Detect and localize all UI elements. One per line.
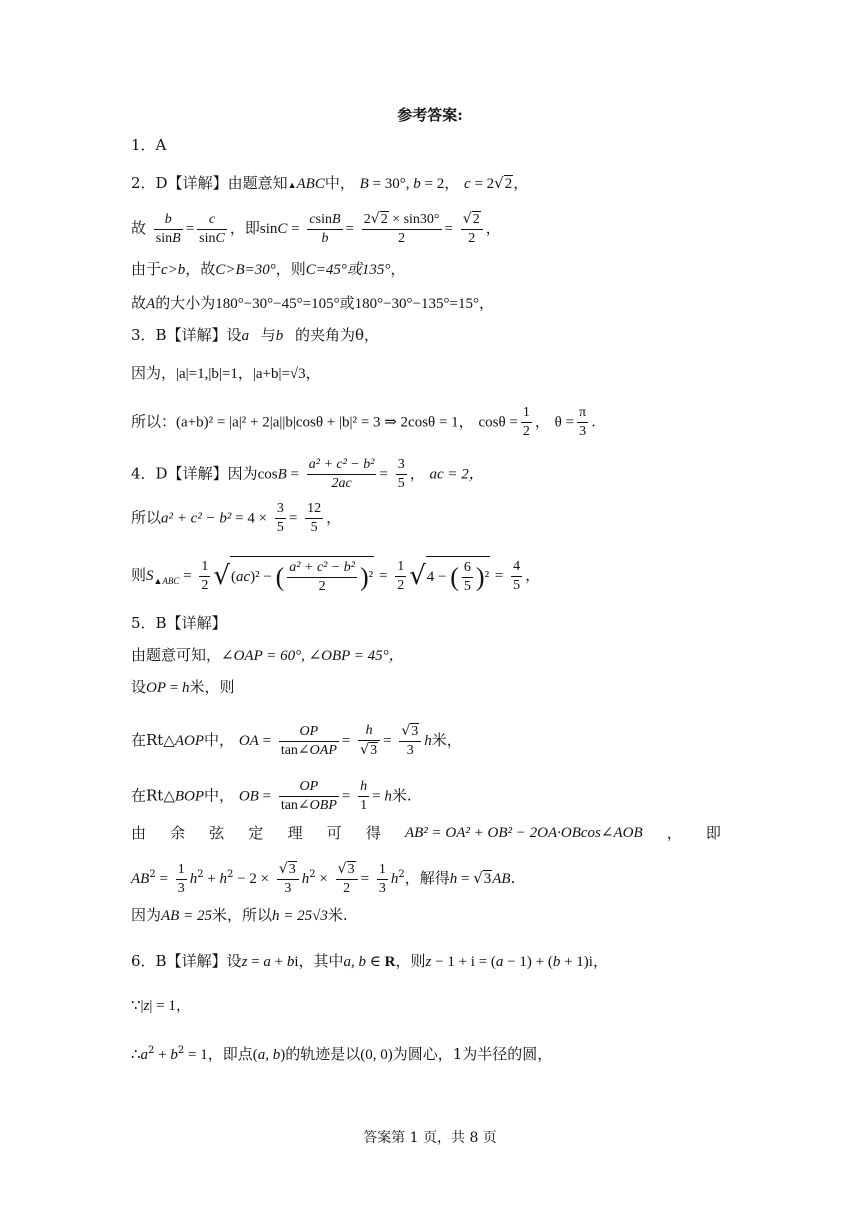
law-char-4: 定: [248, 824, 264, 842]
fraction-1-3a: $\frac{1}{3}$: [177, 861, 185, 896]
because-label: 因为，: [131, 364, 177, 382]
fraction-half-b: $\frac{1}{2}$: [397, 558, 405, 593]
fraction-c-sinc: $\frac{c}{\sin C}$: [199, 211, 225, 246]
fraction-value: $\frac{2√2 \times \sin 30^\circ}{2}$: [363, 211, 440, 246]
answer-2-line-2: 故 $\frac{b}{\sin B}$ = $\frac{c}{\sin C}$ ，即sinC = $\frac{csinB}{b}$ = $\frac{2√2 \times \sin 30^\circ}{2}$ = $\frac{√2}{2}$ ，: [131, 211, 501, 246]
answer-6-line-3: $\therefore a^2 + b^2 = 1$，即点(a, b)的轨迹是以(0, 0)为圆心，1为半径的圆，: [131, 1045, 553, 1063]
gu-label: 故: [131, 219, 147, 237]
answer-5-line-6: $AB^2$ = $\frac{1}{3}$ $h^2 + h^2 - 2$ × $\frac{√3}{3}$ $h^2$ × $\frac{√3}{2}$ = $\frac{1}{3}$ $h^2$，解得h = √3AB.: [131, 861, 516, 896]
fraction-op-tan-oap: $\frac{OP}{\text{tan∠OAP}}$: [280, 723, 337, 758]
since-symbol: ∵: [131, 996, 141, 1014]
end-mid: 的大小为: [155, 294, 216, 312]
fraction-1-3b: $\frac{1}{3}$: [378, 861, 386, 896]
answer-2-line-4: 故A的大小为180°−30°−45°=105°或180°−30°−135°=15°，: [131, 294, 494, 312]
fraction-h-1: $\frac{h}{1}$: [360, 779, 368, 813]
answer-2-line-3: 由于c>b，故C>B=30°，则C=45°或135°，: [131, 260, 406, 278]
given-b: B: [359, 176, 369, 192]
theta-label: θ =: [554, 414, 575, 431]
fraction-pi-3: $\frac{\pi}{3}$: [579, 405, 587, 439]
answer-5-line-1: [131, 644, 404, 667]
because-label-5: 因为: [131, 906, 162, 924]
answer-5-line-7: [131, 904, 348, 927]
law-ji: 即: [705, 824, 721, 842]
rt-label-1: 在Rt△: [131, 731, 175, 749]
answer-5-head: 5．B【详解】: [131, 614, 227, 632]
ji-label: ，即点: [207, 1045, 253, 1063]
fraction-3-5: $\frac{3}{5}$: [397, 457, 405, 491]
answer-3-line-3: 所以：(a+b)² = |a|² + 2|a||b|cosθ + |b|² = 3 ⇒ 2cosθ = 1， cosθ = $\frac{1}{2}$ ， θ = $\frac{\pi}{3}$ .: [131, 405, 596, 439]
mi-1: 米，: [431, 731, 462, 749]
mi-3: 米.: [327, 906, 348, 924]
triangle-bop: BOP: [174, 788, 205, 805]
ze-label-6: ，则: [395, 952, 426, 970]
given-label: 由题意可知，: [131, 646, 222, 664]
page-footer: 答案第 1 页，共 8 页: [363, 1130, 497, 1146]
youyu-label: 由于: [131, 260, 162, 278]
fraction-sqrt3-2: $\frac{√3}{2}$: [336, 860, 358, 898]
answer-4-line-1: 4．D【详解】因为cosB = $\frac{\text{a² + c² − b²}}{2ac}$ = $\frac{3}{5}$ ， ac = 2，: [131, 457, 484, 491]
angle-a-values: 180°−30°−45°=105°或180°−30°−135°=15°: [215, 296, 479, 312]
triangle-aop: AOP: [174, 733, 205, 749]
fraction-op-tan-obp: $\frac{OP}{\text{tan∠OBP}}$: [280, 779, 337, 813]
ab-value: AB = 25: [161, 908, 212, 924]
answer-4-line-3: 则$S_{▲ABC}$ = $\frac{1}{2}$ √(ac)² − ( $\frac{\text{a² + c² − b²}}{2}$ )² = $\frac{1}{2}$ √4 − ( $\frac{6}{5}$ )² = $\frac{4}{5}$ ，: [131, 556, 540, 596]
answer-3-line-1: 3．B【详解】设a⃗与b⃗的夹角为θ，: [131, 326, 379, 344]
fraction-b-sinb: $\frac{b}{\sin B}$: [155, 211, 181, 246]
law-char-3: 弦: [209, 824, 225, 842]
center-label: 为圆心，1为半径的圆，: [392, 1045, 553, 1063]
fraction-result: $\frac{√2}{2}$: [461, 210, 483, 248]
fraction-half-a: $\frac{1}{2}$: [201, 558, 209, 593]
rt-label-2: 在Rt△: [131, 786, 175, 805]
fraction-half: $\frac{1}{2}$: [522, 405, 530, 439]
h-value: h = 25√3: [271, 908, 328, 924]
answer-5-line-4: 在Rt△BOP中， OB = $\frac{OP}{\text{tan∠OBP}}$ = $\frac{h}{1}$ = h米.: [131, 779, 412, 813]
law-char-7: 得: [365, 824, 381, 842]
set-label: 设: [131, 678, 147, 696]
answer-4-head: 4．D【详解】因为: [131, 464, 258, 483]
so-label: 所以：: [131, 412, 177, 431]
answer-3-tail: 的夹角为θ，: [294, 326, 379, 344]
answer-2-line-1: 2．D【详解】由题意知▲ABC中， B = 30°, b = 2， c = 2√2，: [131, 174, 529, 192]
answer-2-head: 2．D【详解】由题意知: [131, 174, 288, 192]
end-lead: 故: [131, 294, 147, 312]
therefore-symbol: ∴: [131, 1045, 141, 1063]
ze-label: ，则: [275, 260, 306, 278]
law-char-5: 理: [287, 824, 303, 842]
fraction-12-5: $\frac{12}{5}$: [307, 501, 322, 535]
solve-label: ，解得: [404, 869, 450, 887]
law-of-cosines: AB² = OA² + OB² − 2OA·OBcos∠AOB: [404, 825, 643, 841]
fraction-csinb-b: $\frac{csinB}{b}$: [309, 211, 341, 246]
answer-3-head: 3．B【详解】设: [131, 326, 242, 344]
law-char-2: 余: [170, 824, 186, 842]
so-label-4: 所以: [131, 508, 162, 527]
fraction-sqrt3-3: $\frac{√3}{3}$: [399, 722, 421, 760]
answer-5-line-2: 设OP = h米，则: [131, 678, 235, 696]
fraction-3-5b: $\frac{3}{5}$: [276, 501, 284, 535]
c-gt-b-angle: C>B=30°: [215, 262, 276, 278]
answer-2-mid: 中，: [324, 174, 355, 192]
vector-conditions: |a|=1,|b|=1，|a+b|=√3，: [176, 366, 321, 382]
and-label: 与: [260, 326, 276, 344]
fraction-4-5: $\frac{4}{5}$: [513, 558, 521, 593]
answer-5-line-3: 在Rt△AOP中， OA = $\frac{OP}{\text{tan∠OAP}}$ = $\frac{h}{√3}$ = $\frac{√3}{3}$ h米，: [131, 723, 462, 758]
c-gt-b: c>b: [161, 262, 186, 278]
answer-5-line-5: [131, 822, 721, 844]
angle-a: A: [146, 296, 156, 312]
ze-label-4: 则: [131, 566, 147, 584]
meter-then: 米，则: [189, 678, 235, 696]
answer-1: 1．A: [131, 136, 167, 154]
answer-4-line-2: 所以a² + c² − b² = 4 × $\frac{3}{5}$ = $\frac{12}{5}$ ，: [131, 501, 342, 535]
so-h-label: 米，所以: [211, 906, 272, 924]
ac-value: ac = 2，: [429, 466, 484, 483]
fraction-sqrt3-3b: $\frac{√3}{3}$: [277, 860, 299, 898]
answer-6-line-1: 6．B【详解】设z = a + bi，其中a, b ∈ R，则z − 1 + i = (a − 1) + (b + 1)i，: [131, 952, 608, 970]
c-values: C=45°或135°: [305, 262, 391, 278]
given-angles: ∠OAP = 60°, ∠OBP = 45°，: [221, 648, 404, 664]
answer-6-head: 6．B【详解】设: [131, 952, 242, 970]
gu2-label: ，故: [185, 260, 216, 278]
answer-6-line-2: ∵|z| = 1，: [131, 996, 191, 1014]
cos-label: cosθ =: [478, 414, 518, 431]
vector-expression: (a+b)² = |a|² + 2|a||b|cosθ + |b|² = 3 ⇒ 2cosθ = 1，: [176, 414, 474, 431]
triangle-abc: ABC: [296, 176, 325, 192]
zhong-2: 中，: [204, 786, 235, 805]
answer-3-line-2: [131, 362, 321, 385]
mi-2: 米.: [391, 786, 412, 805]
law-char-1: 由: [131, 824, 147, 842]
locus-label: 的轨迹是以: [285, 1045, 361, 1063]
jishi-label: ，即: [229, 219, 260, 237]
law-char-6: 可: [326, 824, 342, 842]
zhong-1: 中，: [204, 731, 235, 749]
where-label: ，其中: [298, 952, 344, 970]
fraction-h-sqrt3: $\frac{h}{√3}$: [358, 722, 380, 760]
law-comma: ，: [666, 824, 682, 842]
fraction-cosb: $\frac{\text{a² + c² − b²}}{2ac}$: [308, 457, 375, 491]
page-title: 参考答案:: [397, 106, 463, 124]
